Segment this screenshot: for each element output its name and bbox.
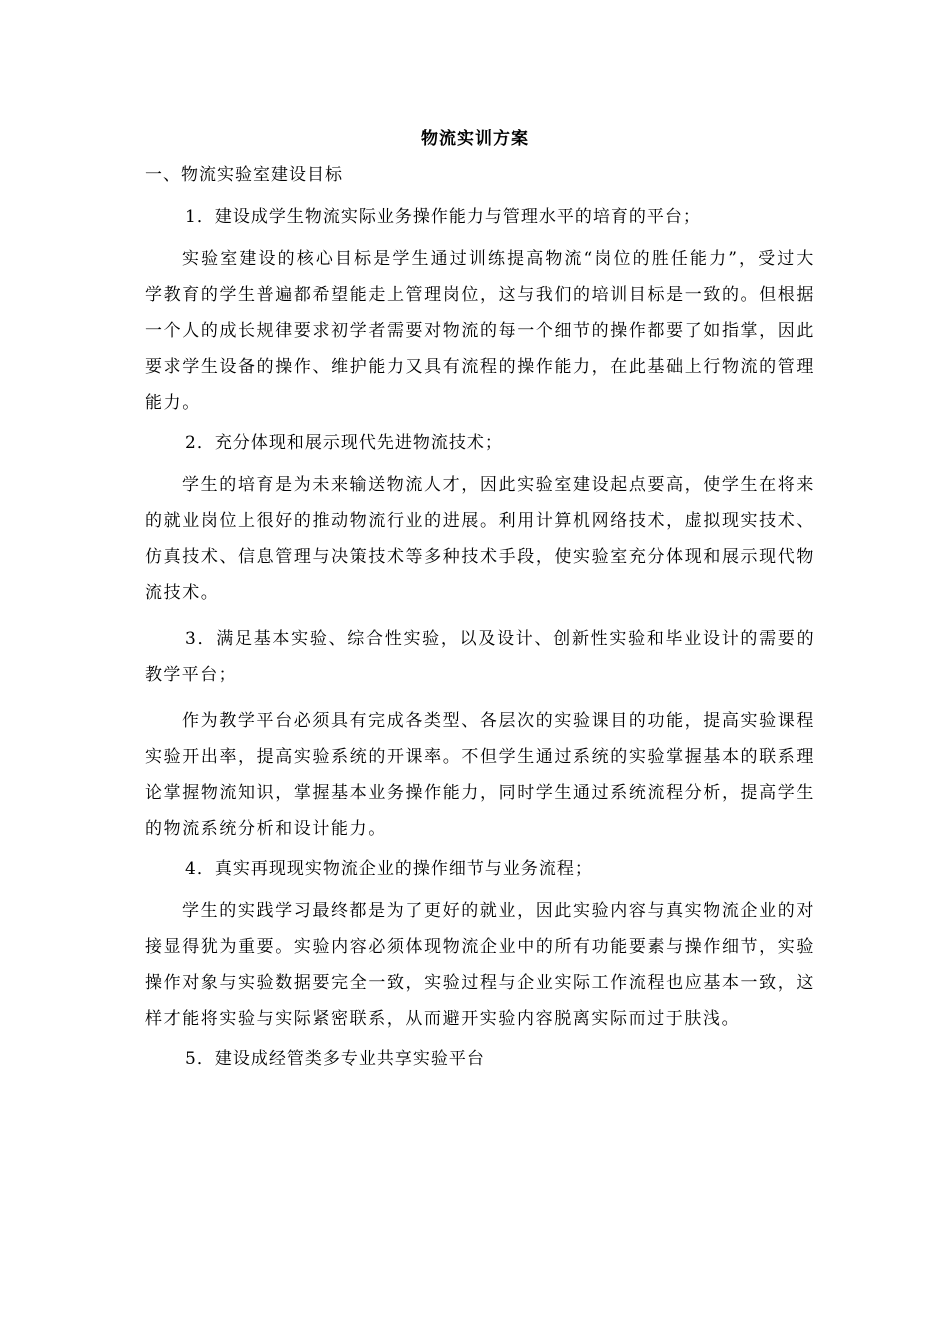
goal-paragraph: 作为教学平台必须具有完成各类型、各层次的实验课目的功能，提高实验课程实验开出率，提高实验系统的开课率。不但学生通过系统的实验掌握基本的联系理论掌握物流知识，掌握基本业务操作能力，同时学生通过系统流程分析，提高学生的物流系统分析和设计能力。 [145,711,815,839]
section-heading: 一、物流实验室建设目标 [145,165,343,185]
goal-paragraph: 实验室建设的核心目标是学生通过训练提高物流“岗位的胜任能力”，受过大学教育的学生普遍都希望能走上管理岗位，这与我们的培训目标是一致的。但根据一个人的成长规律要求初学者需要对物流的每一个细节的操作都要了如指掌，因此要求学生设备的操作、维护能力又具有流程的操作能力，在此基础上行物流的管理能力。 [145,249,815,413]
document-body [145,205,815,1083]
goal-paragraph: 学生的实践学习最终都是为了更好的就业，因此实验内容与真实物流企业的对接显得犹为重要。实验内容必须体现物流企业中的所有功能要素与操作细节，实验操作对象与实验数据要完全一致，实验过程与企业实际工作流程也应基本一致，这样才能将实验与实际紧密联系，从而避开实验内容脱离实际而过于肤浅。 [145,901,815,1029]
goal-item-3 [145,621,815,847]
goal-paragraph: 学生的培育是为未来输送物流人才，因此实验室建设起点要高，使学生在将来的就业岗位上很好的推动物流行业的进展。利用计算机网络技术，虚拟现实技术、仿真技术、信息管理与决策技术等多种技术手段，使实验室充分体现和展示现代物流技术。 [145,475,815,603]
goal-item-1 [145,205,815,421]
goal-heading: 5．建设成经管类多专业共享实验平台 [185,1049,485,1069]
goal-heading: 3．满足基本实验、综合性实验，以及设计、创新性实验和毕业设计的需要的教学平台； [145,629,815,685]
goal-item-4 [145,857,815,1037]
goal-heading: 4．真实再现现实物流企业的操作细节与业务流程； [185,859,593,879]
goal-item-5 [145,1047,815,1071]
goal-heading: 1．建设成学生物流实际业务操作能力与管理水平的培育的平台； [185,207,701,227]
goal-heading: 2．充分体现和展示现代先进物流技术； [185,433,503,453]
goal-item-2 [145,431,815,611]
document-title: 物流实训方案 [421,129,529,149]
